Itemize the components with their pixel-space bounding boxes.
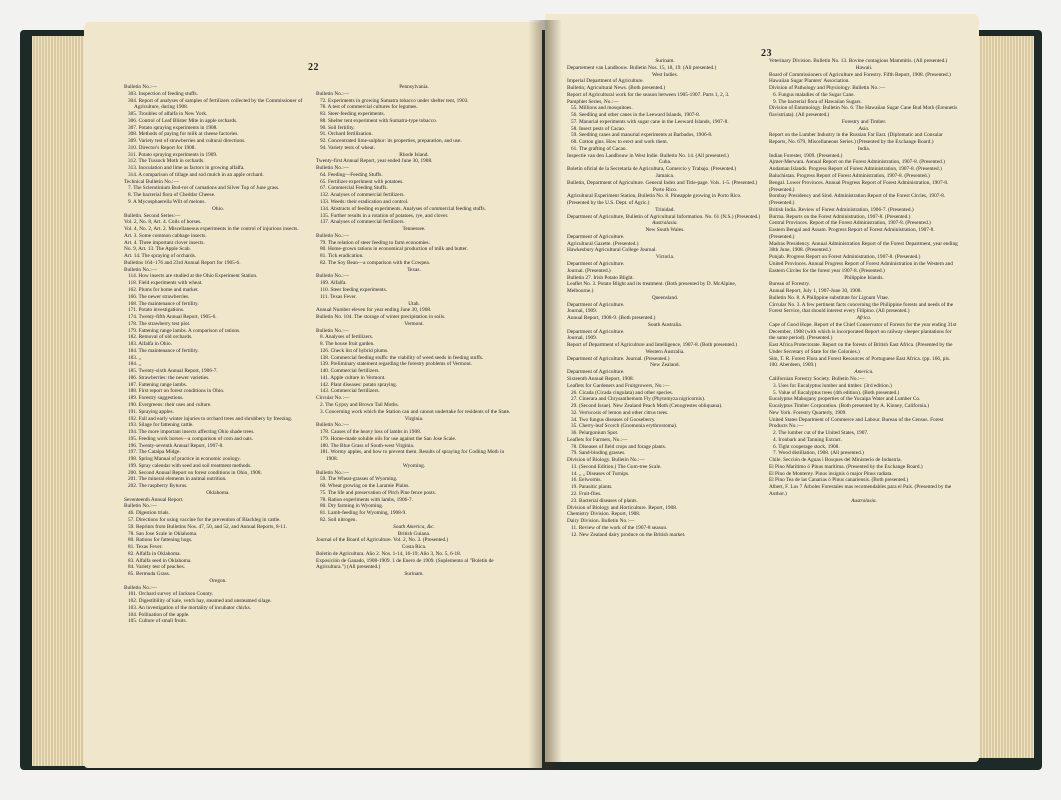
text-column: [567, 58, 763, 538]
text-line: 57. Manurial experiments with sugar cane in the Leeward Islands, 1907-8.: [571, 118, 729, 125]
text-line: Annual Report, July 1, 1907-June 30, 1908.: [769, 288, 862, 295]
text-line: 138. Commercial feeding stuffs: the viability of weed seeds in feeding stuffs.: [320, 354, 484, 361]
text-line: 61. The grafting of Cacao.: [571, 145, 627, 152]
text-line: 5. Value of Eucalyptus trees (4th edition). (Both presented.): [773, 389, 900, 396]
text-line: Leaflet No. 3. Potato Blight and its treatment. (Both presented by D. McAlpine, Melbourne.): [567, 281, 738, 295]
text-line: 78. A test of commercial cultures for legumes.: [320, 104, 418, 111]
text-line: 178. Causes of the heavy loss of lambs in 1908.: [320, 429, 422, 436]
text-line: 202. The raspberry Byturus.: [128, 483, 188, 490]
text-line: 80. Rations for fattening hogs.: [128, 537, 193, 544]
text-line: Bulletin No.:—: [124, 503, 157, 510]
text-line: Art. 4. Three important clover insects.: [124, 239, 205, 246]
text-line: Wyoming.: [402, 462, 426, 469]
text-line: 201. The mineral elements in animal nutrition.: [128, 476, 227, 483]
text-line: 35. Cherry-leaf Scorch (Gnomonia erythrostoma).: [571, 423, 678, 430]
text-line: Bulletin No.:—: [124, 84, 157, 90]
text-line: 162. Plums for home and market.: [128, 286, 199, 293]
page-number: 22: [308, 62, 319, 73]
text-line: 80. Dry farming in Wyoming.: [320, 503, 384, 510]
text-line: Division of Biology and Horticulture. Report, 1908.: [567, 504, 678, 511]
text-line: Oklahoma.: [206, 489, 230, 496]
text-line: 118. Field experiments with wheat.: [128, 280, 203, 287]
text-line: Technical Bulletin No.:—: [124, 178, 179, 185]
text-line: Bombay Presidency and Sind. Administration Report of the Forest Circles, 1907-8. (Presented.): [769, 193, 947, 207]
text-line: 36. Pelargonium Spot.: [571, 430, 619, 437]
text-line: 82. The Soy Bean—a comparison with the Cowpea.: [320, 259, 431, 266]
text-line: 65. Fertilizer experiment with potatoes.: [320, 178, 404, 185]
text-line: 198. Spring Manual of practice in economic zoology.: [128, 456, 241, 463]
text-line: 26. Cicada (Cicada cingulata) and other species.: [571, 389, 674, 396]
text-line: 12. New Zealand dairy produce on the British market.: [571, 531, 686, 538]
text-line: 81. Tick eradication.: [320, 253, 364, 260]
text-line: Leaflets for Gardeners and Fruitgrowers, No.:—: [567, 382, 670, 389]
text-line: 126. Check list of hybrid plums.: [320, 347, 389, 354]
text-line: 313. Inoculation and lime as factors in growing alfalfa.: [128, 165, 245, 172]
text-line: Exposición de Ganado, 1908-1909. 1 de Enero de 1909. (Suplemento al "Boletín de Agricultura.") (All presented.): [316, 557, 495, 571]
text-line: Agricultural Experiment Station, Bulletin No. 8. Pineapple growing in Porto Rico. (Presented by the U.S. Dept. of Agric.): [567, 193, 743, 207]
text-line: 139. Preliminary statement regarding the forestry problems of Vermont.: [320, 361, 473, 368]
text-line: Department of Agriculture.: [567, 369, 625, 376]
text-line: Burma. Reports on the Forest Administration, 1907-8. (Presented.): [769, 213, 911, 220]
text-column: [316, 84, 512, 578]
text-line: Texas.: [407, 266, 421, 273]
text-line: British India. Review of Forest Administration, 1906-7. (Presented.): [769, 206, 914, 213]
text-line: Annual Number eleven for year ending June 30, 1908.: [316, 307, 432, 314]
text-line: 312. The Tussock Moth in orchards.: [128, 158, 205, 165]
text-line: Division of Entomology. Bulletin No. 6. The Hawaiian Sugar Cane Bud Moth (Ereunetis flavistriata). (All presented.): [769, 105, 959, 119]
text-line: 197. The Catalpa Midge.: [128, 449, 181, 456]
text-line: Bulletin No.:—: [124, 584, 157, 591]
text-line: 3. Concerning work which the Station can and cannot undertake for residents of the State.: [320, 408, 511, 415]
text-line: 27. Cinerara and Chrysanthemum Fly (Phytomyza nigricornis).: [571, 396, 706, 403]
text-line: 141. Apple culture in Vermont.: [320, 374, 386, 381]
text-line: Bulletin, Department of Agriculture. General Index and Title-page. Vols. 1-5. (Presented.): [567, 179, 758, 186]
text-line: 194. The more important insects affecting Ohio shade trees.: [128, 429, 255, 436]
text-line: 59. Seedling canes and manurial experiments at Barbados, 1906-8.: [571, 132, 713, 139]
text-line: Art. 3. Some common cabbage insects.: [124, 232, 207, 239]
text-line: 92. Concentrated lime-sulphur: its properties, preparation, and use.: [320, 138, 462, 145]
text-line: Bulletin; Agricultural News. (Both presented.): [567, 85, 666, 92]
text-line: Hawaii.: [855, 64, 873, 71]
text-line: 183. „: [128, 354, 141, 361]
text-line: Circular No.:—: [316, 395, 350, 402]
text-line: Vol. 2, No. 8, Art. 4. Coils of horses.: [124, 219, 202, 226]
text-line: Madras Presidency. Annual Administration Report of the Forest Department, year ending 30th June, 1908. (Presented.): [769, 240, 960, 254]
text-line: 2. The Gypsy and Brown Tail Moths.: [320, 401, 399, 408]
text-line: Division of Pathology and Physiology. Bulletin No.:—: [769, 85, 886, 92]
text-line: Hawaiian Sugar Planters' Association.: [769, 78, 850, 85]
text-line: 84. Variety test of peaches.: [128, 564, 185, 571]
text-line: 58. Insect pests of Cacao.: [571, 125, 626, 132]
text-line: 187. Fattening range lambs.: [128, 381, 187, 388]
text-line: 102. Digestibility of kale, vetch hay, steamed and unsteamed silage.: [128, 598, 272, 605]
text-line: 305. Troubles of alfalfa in New York.: [128, 111, 208, 118]
text-line: Dairy Division. Bulletin No.:—: [567, 518, 635, 525]
text-line: 29. (Second Issue). New Zealand Peach Moth (Cenogrestes obliquana).: [571, 403, 723, 410]
text-line: 8. The bacterial flora of Cheddar Cheese.: [128, 192, 216, 199]
text-line: 9. The bacterial flora of Hawaiian Sugars.: [773, 98, 862, 105]
text-line: 23. Bacterial diseases of plants.: [571, 497, 638, 504]
text-line: 11. Review of the work of the 1907-8 season.: [571, 524, 668, 531]
text-line: 22. Fruit-flies.: [571, 491, 602, 497]
text-line: 6. Fungus maladies of the Sugar Cane.: [773, 91, 855, 98]
text-line: 185. Twenty-sixth Annual Report, 1906-7.: [128, 368, 218, 375]
text-line: Bulletin. Second Series:—: [124, 212, 181, 219]
text-line: 64. Feeding—Feeding Stuffs.: [320, 171, 383, 178]
text-line: 309. Variety test of strawberries and cultural directions.: [128, 138, 246, 145]
text-line: Boletín oficial de la Secretaría de Agricultura, Comercio y Trabajo. (Presented.): [567, 166, 737, 173]
text-line: 3. Uses for Eucalyptus lumber and timber. (3rd edition.): [773, 382, 892, 389]
text-line: No. 9, Art. 13. The Apple Scab.: [124, 246, 191, 253]
text-line: Bulletin 27. Irish Potato Blight.: [567, 274, 634, 281]
text-line: India.: [857, 145, 871, 152]
text-line: Albert, F. Los 7 Árboles Forestales mas recomendables para el País. (Presented by the Author.): [769, 484, 953, 497]
text-line: 111. Texas Fever.: [320, 293, 357, 300]
text-line: Porto Rico.: [652, 186, 678, 193]
text-line: 180. The Blue Grass of South-west Virginia.: [320, 442, 415, 449]
text-line: Leaflets for Farmers, No.:—: [567, 436, 628, 443]
page-number: 23: [761, 48, 772, 59]
text-line: 81. Texas Fever.: [128, 544, 163, 551]
text-line: Bulletin No.:—: [316, 90, 349, 97]
text-line: Queensland.: [651, 294, 679, 301]
text-line: 60. Wheat growing on the Laramie Plains.: [320, 483, 410, 490]
text-line: 103. An investigation of the mortality of incubator chicks.: [128, 604, 251, 611]
text-line: Report of Agricultural work for the season between 1905-1907. Parts 1, 2, 3.: [567, 91, 730, 98]
text-line: 80. Home-grown rations in economical production of milk and butter.: [320, 246, 468, 253]
text-line: Californian Forestry Society. Bulletin No.:—: [769, 375, 865, 382]
text-line: Bulletin No.:—: [124, 266, 157, 273]
text-line: Vol. 4, No. 2, Art. 2. Miscellaneous experiments in the control of injurious insects.: [124, 226, 299, 233]
text-line: 191. Spraying apples.: [128, 408, 174, 415]
text-line: 135. Further results in a rotation of potatoes, rye, and clover.: [320, 212, 449, 219]
text-line: 192. Fall and early winter injuries to orchard trees and shrubbery by freezing.: [128, 415, 293, 422]
text-line: 168. The maintenance of fertility.: [128, 300, 199, 307]
text-line: Report on the Lumber Industry in the Russian Far East. (Diplomatic and Consular Reports, No. 679, Miscellaneous Series.) (Presented by the Exchange Board.): [769, 132, 945, 146]
text-line: Pamphlet Series, No.:—: [567, 98, 619, 105]
text-line: Ohio.: [212, 205, 224, 212]
text-line: 59. Reprints from Bulletins Nos. 47, 50, and 52, and Annual Reports, 8-11.: [128, 523, 287, 530]
text-line: 78. Ration experiments with lambs, 1906-7.: [320, 496, 413, 503]
text-line: New Zealand.: [650, 362, 680, 369]
text-line: 186. Strawberries: the newer varieties.: [128, 374, 210, 381]
text-line: 88. Shelter tent experiment with Sumatra-type tobacco.: [320, 117, 438, 124]
text-line: 67. Commercial Feeding Stuffs.: [320, 185, 388, 192]
text-line: Cuba.: [658, 159, 672, 166]
book-gutter: [528, 20, 562, 770]
text-line: 109. Alfalfa.: [320, 280, 347, 287]
text-line: 137. Analyses of commercial fertilizers.: [320, 219, 405, 226]
text-line: 183. Alfalfa in Ohio.: [128, 341, 172, 348]
page-edges-left: [32, 36, 88, 766]
text-line: British Guiana.: [397, 530, 431, 537]
text-line: Western Australia.: [645, 348, 685, 355]
text-line: 133. Weeds: their eradication and control.: [320, 199, 409, 206]
text-line: 193. Silage for fattening cattle.: [128, 422, 194, 429]
text-line: 105. Culture of small fruits.: [128, 618, 187, 625]
text-line: 55. Millions and mosquitoes.: [571, 105, 633, 112]
text-line: Asia.: [858, 125, 870, 132]
text-line: 83. Alfalfa seed in Oklahoma.: [128, 557, 192, 564]
text-line: Bulletin No. 8. A Philippine substitute for Lignum Vitae.: [769, 294, 890, 301]
text-line: Oregon.: [209, 577, 227, 584]
text-line: America.: [854, 369, 874, 376]
text-line: 79. Sand-binding grasses.: [571, 450, 626, 457]
text-line: 143. Commercial fertilizers.: [320, 388, 380, 395]
text-line: Costa Rica.: [401, 544, 427, 551]
text-line: Bulletin No.:—: [316, 327, 349, 334]
text-line: Sixteenth Annual Report, 1908.: [567, 375, 634, 382]
text-line: Bulletin No. 104. The storage of winter precipitation in soils.: [316, 314, 446, 321]
text-line: Journal. (Presented.): [567, 267, 611, 274]
text-line: 195. Feeding work horses—a comparison of corn and oats.: [128, 435, 254, 442]
text-line: 190. Evergreens: their uses and culture.: [128, 401, 212, 408]
text-line: Australasia.: [652, 220, 678, 227]
text-line: 184. „: [128, 361, 141, 368]
text-line: El Pino Marítimo ó Pinus marítima. (Presented by the Exchange Board.): [769, 463, 923, 470]
text-line: Tennessee.: [402, 226, 426, 233]
text-line: East Africa Protectorate. Report on the forests of British East Africa. (Presented by the Under Secretary of State for the Colonies.): [769, 342, 954, 355]
text-line: Imperial Department of Agriculture.: [567, 78, 644, 85]
text-line: Bulletin No.:—: [316, 469, 349, 476]
text-line: 200. Second Annual Report on forest conditions in Ohio, 1908.: [128, 469, 262, 476]
text-line: Utah.: [408, 300, 420, 307]
text-line: 179. Fattening range lambs. A comparison of rations.: [128, 327, 241, 334]
text-line: Circular No. 3. A few pertinent facts concerning the Philippine forests and needs of the Forest Service, that should interest every Filipino. (All presented.): [769, 301, 955, 315]
text-line: 110. Steer feeding experiments.: [320, 286, 388, 293]
text-line: Department of Agriculture.: [567, 233, 625, 240]
text-line: New South Wales.: [645, 227, 685, 234]
text-line: Bulletin No.:—: [316, 422, 349, 429]
text-line: Chemistry Division. Report, 1908.: [567, 511, 641, 518]
text-line: 83. Steer-feeding experiments.: [320, 111, 385, 118]
text-line: Forestry and Timber.: [841, 118, 887, 125]
text-line: 82. Soil nitrogen.: [320, 517, 357, 523]
text-line: Agricultural Gazette. (Presented.): [567, 240, 639, 247]
text-line: 196. Twenty-seventh Annual Report, 1907-8.: [128, 442, 224, 449]
text-line: Bureau of Forestry.: [769, 281, 810, 288]
text-line: 174. Twenty-fifth Annual Report, 1905-6.: [128, 314, 217, 321]
text-line: 307. Potato spraying experiments in 1908.: [128, 124, 218, 131]
text-line: Eucalyptus Timber Corporation. (Both presented by A. Kinney, California.): [769, 403, 930, 410]
text-line: Eastern Bengal and Assam. Progress Report of Forest Administration, 1907-8. (Presented.): [769, 227, 936, 240]
text-line: Annual Report, 1908-9. (Both presented.): [567, 315, 656, 322]
text-line: 16. Eelworms.: [571, 477, 602, 484]
text-line: Seventeenth Annual Report.: [124, 496, 184, 503]
text-line: Cape of Good Hope. Report of the Chief Conservator of Forests for the year ending 31st December, 1908 (with which is incorporated Report on railway sleeper plantations for the same period). (Presented.): [769, 321, 958, 342]
text-line: Board of Commissioners of Agriculture and Forestry. Fifth Report, 1908. (Presented.): [769, 71, 951, 78]
text-line: 132. Analyses of commercial fertilizers.: [320, 192, 405, 199]
text-line: Department of Agriculture.: [567, 328, 625, 335]
text-line: Chile. Sección de Aguas i Bosques del Ministerio de Industria.: [769, 457, 902, 464]
text-line: 7. Wood distillation, 1908. (All presented.): [773, 450, 864, 457]
text-line: Indian Forester, 1909. (Presented.): [769, 152, 843, 159]
text-line: 90. Soil fertility.: [320, 124, 355, 131]
text-line: 94. Variety tests of wheat.: [320, 144, 375, 151]
text-line: 6. Tight cooperage stock, 1908.: [773, 443, 840, 450]
text-line: 79. The relation of steer feeding to farm economies.: [320, 239, 430, 246]
text-line: Virginia.: [404, 415, 424, 422]
text-line: 311. Potato spraying experiments in 1909.: [128, 151, 218, 158]
text-line: 304. Report of analyses of samples of fertilizers collected by the Commissioner of Agriculture, during 1908.: [128, 97, 304, 111]
text-line: 189. Forestry suggestions.: [128, 395, 184, 402]
text-line: Sim, T. R. Forest Flora and Forest Resources of Portuguese East Africa. (pp. 166, pls. 100. Aberdeen, 1909.): [769, 355, 952, 369]
text-line: 9. A Mycosphaerella Wilt of melons.: [128, 199, 206, 206]
text-line: 4. Ironbark and Tanning Extract.: [773, 436, 842, 443]
text-line: South Australia.: [647, 321, 683, 328]
text-line: 81. Lamb-feeding for Wyoming, 1908-9.: [320, 510, 407, 517]
text-line: Twenty-first Annual Report, year ended June 30, 1908.: [316, 158, 433, 165]
text-line: 101. Orchard survey of Jackson County.: [128, 591, 214, 598]
text-line: Hawkesbury Agricultural College Journal.: [567, 247, 657, 254]
text-line: Trinidad.: [655, 206, 675, 213]
text-line: 181. Wormy apples, and how to prevent them. Results of spraying for Codling Moth in 1908.: [320, 449, 506, 463]
text-line: Bulletin No.:—: [316, 232, 349, 239]
text-line: Journal, 1909.: [567, 335, 598, 342]
text-line: Ajmer-Merwara. Annual Report on the Forest Administration, 1907-8. (Presented.): [769, 159, 945, 166]
text-line: 60. Cotton gins. How to erect and work them.: [571, 139, 668, 146]
text-line: Vermont.: [404, 320, 424, 327]
text-line: 82. Alfalfa in Oklahoma.: [128, 550, 181, 557]
text-line: 56. Seedling and other canes in the Leeward Islands, 1907-8.: [571, 112, 701, 119]
text-line: 104. Pollination of the apple.: [128, 611, 190, 618]
text-line: 179. Home-made soluble oils for use against the San Jose Scale.: [320, 435, 457, 442]
text-line: Inspectie van den Landbouw in West Indie. Bulletin No. 14. (All presented.): [567, 152, 729, 159]
text-line: Report of Department of Agriculture and Intelligence, 1907-8. (Both presented.): [567, 342, 738, 349]
text-line: 91. Orchard fertilization.: [320, 131, 373, 138]
text-line: Rhode Island.: [399, 151, 429, 158]
text-line: 34. Two fungus diseases of Gooseberry.: [571, 416, 656, 423]
text-line: 303. Inspection of feeding stuffs.: [128, 90, 198, 97]
text-line: 314. A comparison of tillage and sod mulch in an apple orchard.: [128, 171, 264, 178]
text-line: 57. Directions for using vaccine for the prevention of Blackleg in cattle.: [128, 517, 281, 523]
text-line: Andaman Islands. Progress Report of Forest Administration, 1907-8. (Presented.): [769, 166, 942, 173]
text-line: 13. (Second Edition.) The Gum-tree Scale.: [571, 463, 662, 470]
text-line: 114. How insects are studied at the Ohio Experiment Station.: [128, 273, 258, 280]
text-line: Department of Agriculture.: [567, 301, 625, 308]
text-line: El Pino de Monterey. Pinus insignis ó major Pinus radiata.: [769, 470, 893, 477]
text-line: Philippine Islands.: [844, 274, 884, 281]
text-line: Central Provinces. Report of the Forest Administration, 1907-8. (Presented.): [769, 220, 931, 227]
text-line: Punjab. Progress Report on Forest Administration, 1907-8. (Presented.): [769, 254, 921, 261]
text-line: Bulletin No.:—: [316, 165, 349, 172]
text-line: 140. Commercial fertilizers.: [320, 368, 380, 375]
right-page: [545, 14, 979, 762]
text-line: 46. Digestion trials.: [128, 510, 170, 517]
text-line: Eucalyptus Mahogany properties of the Yucaipa Water and Lumber Co.: [769, 396, 921, 403]
text-line: 32. Verrucosis of lemon and other citrus trees.: [571, 409, 669, 416]
text-line: Australasia.: [851, 497, 877, 504]
text-line: 75. The life and preservation of Pitch Pine fence posts.: [320, 489, 436, 496]
text-line: 306. Control of Leaf Blister Mite in apple orchards.: [128, 117, 238, 124]
text-line: Victoria.: [655, 254, 675, 261]
text-line: Journal of the Board of Agriculture. Vol. 2, No. 3. (Presented.): [316, 537, 449, 544]
text-line: Bengal. Lower Provinces. Annual Progress Report of Forest Administration, 1907-8. (Presented.): [769, 179, 950, 193]
text-line: El Pino Tea de las Canarias ó Pinus canariensis. (Both presented.): [769, 477, 909, 484]
text-line: Jamaica.: [655, 173, 675, 180]
text-line: 184. The maintenance of fertility.: [128, 347, 199, 354]
text-line: 171. Potato investigations.: [128, 307, 185, 314]
text-line: Pennsylvania.: [399, 84, 429, 90]
text-line: Bulletins 164–176 and 23rd Annual Report for 1905-6.: [124, 259, 241, 266]
text-column: [124, 84, 312, 625]
left-page: [84, 22, 542, 768]
text-line: 310. Director's Report for 1908.: [128, 144, 196, 151]
text-line: 178. The strawberry test plot.: [128, 320, 191, 327]
text-line: Boletín de Agricultura. Año 2. Nos. 1-14, 16-19; Año 3, No. 5, 6-18.: [316, 550, 462, 557]
text-line: 166. The newer strawberries.: [128, 293, 190, 300]
text-line: 308. Methods of paying for milk at cheese factories.: [128, 131, 239, 138]
text-line: 19. Parasitic plants.: [571, 484, 613, 491]
text-line: 8. The house fruit garden.: [320, 341, 375, 348]
text-line: 78. Diseases of field crops and forage plants.: [571, 443, 667, 450]
text-line: 134. Abstracts of feeding experiments. Analyses of commercial feeding stuffs.: [320, 205, 486, 212]
text-line: Art. 14. The spraying of orchards.: [124, 253, 196, 260]
text-line: South America, &c.: [393, 523, 435, 530]
text-line: Veterinary Division. Bulletin No. 13. Bovine contagious Mammitis. (All presented.): [769, 58, 948, 64]
text-line: 182. Removal of old orchards.: [128, 334, 193, 341]
page-edges-right: [976, 36, 1034, 758]
text-line: 14. „ „ Diseases of Turnips.: [571, 470, 630, 477]
text-line: 2. The lumber cut of the United States, 1907.: [773, 430, 869, 437]
text-line: 8. Analyses of fertilizers.: [320, 334, 374, 341]
text-line: Department of Agriculture. Journal. (Presented.): [567, 355, 670, 362]
text-line: 78. San Jose Scale in Oklahoma.: [128, 530, 198, 537]
text-line: Surinam.: [404, 571, 424, 578]
text-line: Department of Agriculture, Bulletin of Agricultural Information. No. 61 (N.S.) (Presented.): [567, 213, 761, 220]
text-line: Surinam.: [655, 58, 675, 64]
text-line: 85. Bermuda Grass.: [128, 571, 171, 578]
text-line: Africa.: [856, 315, 872, 322]
text-line: Baluchistan. Progress Report of Forest Administration, 1907-8. (Presented.): [769, 173, 930, 180]
text-line: 142. Plant diseases: potato spraying.: [320, 381, 398, 388]
text-line: West Indies.: [651, 71, 679, 78]
text-column: [769, 58, 959, 505]
text-line: United Provinces. Annual Progress Report of Forest Administration in the Western and Eastern Circles for the forest year 1907-8. (Presented.): [769, 260, 955, 274]
text-line: Department of Agriculture.: [567, 260, 625, 267]
text-line: 72. Experiments in growing Sumatra tobacco under shelter tent, 1903.: [320, 97, 469, 104]
text-line: United States Department of Commerce and Labour. Bureau of the Census. Forest Products No.:—: [769, 416, 945, 430]
text-line: New York. Forestry Quarterly, 1909.: [769, 409, 847, 416]
text-line: Division of Biology. Bulletin No.:—: [567, 457, 645, 464]
text-line: Journal, 1909.: [567, 308, 598, 315]
text-line: Bulletin No.:—: [316, 273, 349, 280]
text-line: 59. The Wheat-grasses of Wyoming.: [320, 476, 398, 483]
text-line: 188. First report on forest conditions in Ohio.: [128, 388, 225, 395]
text-line: Departement van Landbouw. Bulletin Nos. 15, 18, 19. (All presented.): [567, 64, 717, 71]
text-line: 7. The Sclerotinium Bud-rot of carnations and Silver Top of June grass.: [128, 185, 280, 192]
text-line: 199. Spray calendar with seed and soil treatment methods.: [128, 462, 252, 469]
